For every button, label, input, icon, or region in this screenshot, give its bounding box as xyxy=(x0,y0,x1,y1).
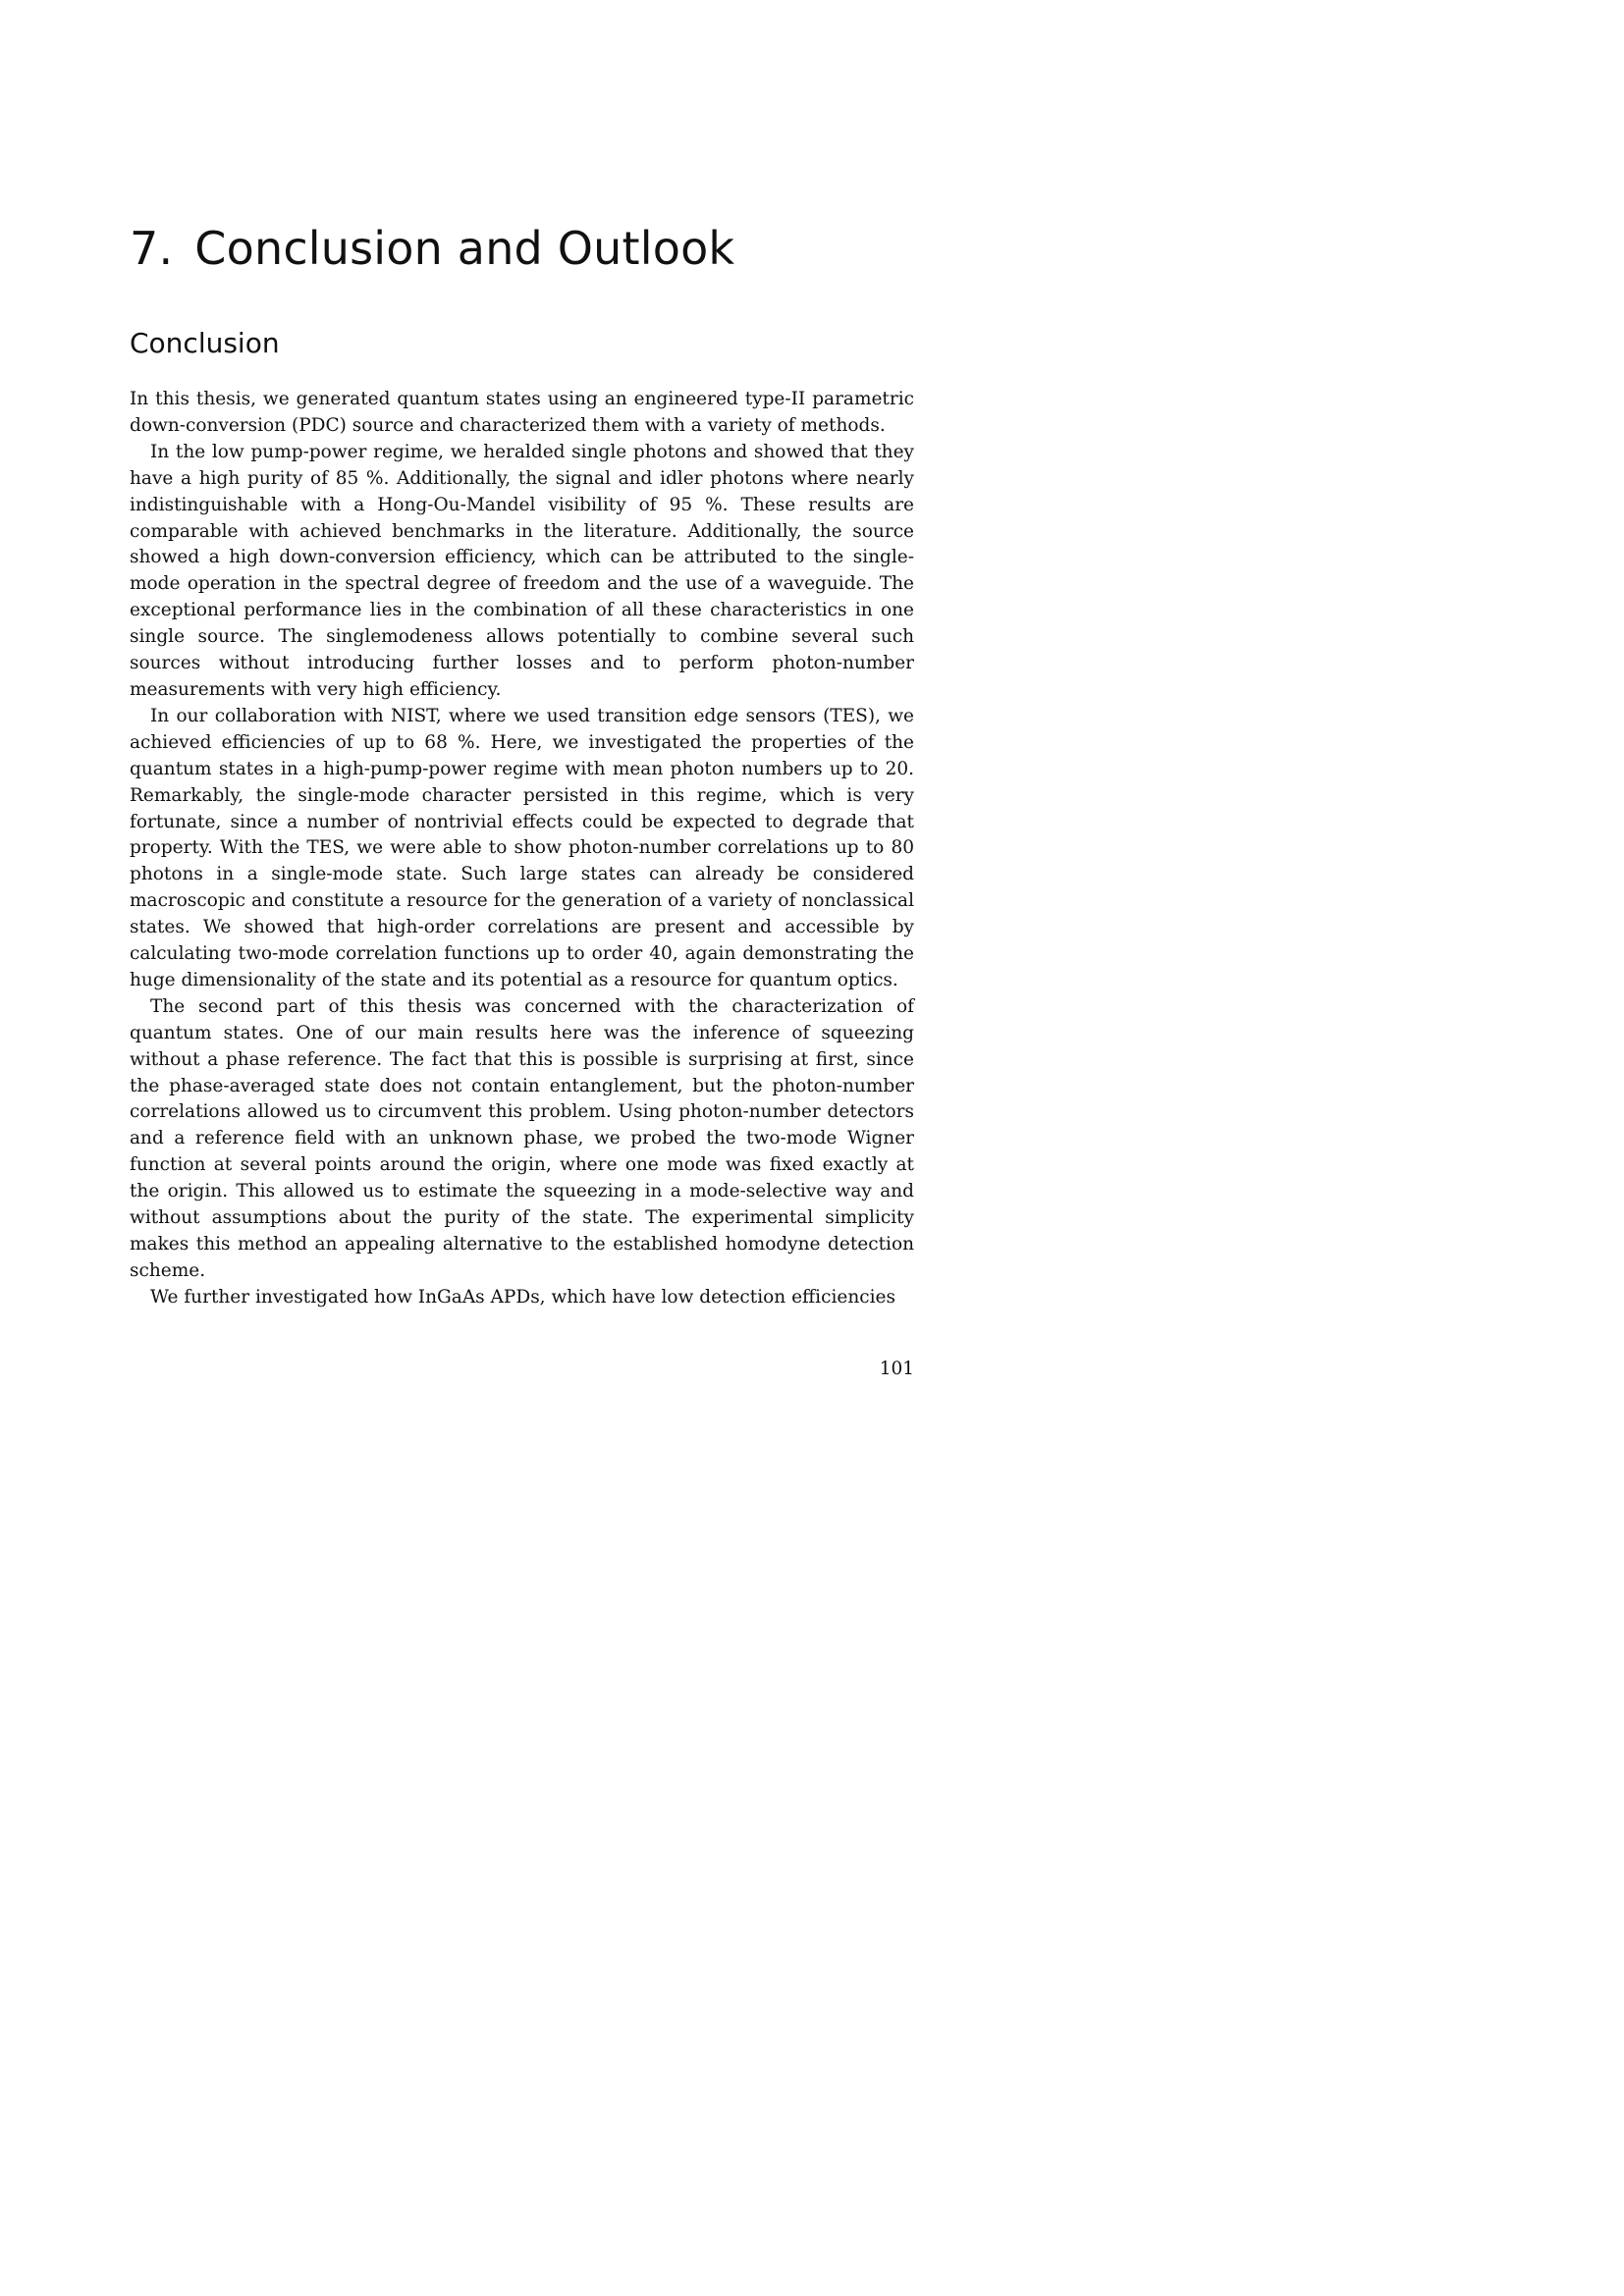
paragraph-3: In our collaboration with NIST, where we used transition edge sensors (TES), we achieved efficiencies of up to 68 %. Here, we investigated the properties of the quantum states in a high-pump-power regime with mean photon numbers up to 20. Remarkably, the single-mode character persisted in this regime, which is very fortunate, since a number of nontrivial effects could be expected to degrade that property. With the TES, we were able to show photon-number correlations up to 80 photons in a single-mode state. Such large states can already be considered macroscopic and constitute a resource for the generation of a variety of nonclassical states. We showed that high-order correlations are present and accessible by calculating two-mode correlation functions up to order 40, again demonstrating the huge dimensionality of the state and its potential as a resource for quantum optics. xyxy=(130,705,914,990)
paragraph-2: In the low pump-power regime, we heralded single photons and showed that they have a high purity of 85 %. Additionally, the signal and idler photons where nearly indistinguishable with a Hong-Ou-Mandel visibility of 95 %. These results are comparable with achieved benchmarks in the literature. Additionally, the source showed a high down-conversion efficiency, which can be attributed to the single-mode operation in the spectral degree of freedom and the use of a waveguide. The exceptional performance lies in the combination of all these characteristics in one single source. The singlemodeness allows potentially to combine several such sources without introducing further losses and to perform photon-number measurements with very high efficiency. xyxy=(130,441,914,700)
page-number: 101 xyxy=(879,1359,914,1379)
chapter-number: 7. xyxy=(130,222,174,275)
paragraph-4: The second part of this thesis was concerned with the characterization of quantum states. One of our main results here was the inference of squeezing without a phase reference. The fact that this is possible is surprising at first, since the phase-averaged state does not contain entanglement, but the photon-number correlations allowed us to circumvent this problem. Using photon-number detectors and a reference field with an unknown phase, we probed the two-mode Wigner function at several points around the origin, where one mode was fixed exactly at the origin. This allowed us to estimate the squeezing in a mode-selective way and without assumptions about the purity of the state. The experimental simplicity makes this method an appealing alternative to the established homodyne detection scheme. xyxy=(130,995,914,1281)
paragraph-5: We further investigated how InGaAs APDs, which have low detection efficiencies xyxy=(150,1286,895,1308)
chapter-title xyxy=(130,224,734,274)
section-heading: Conclusion xyxy=(130,327,280,359)
body-text xyxy=(130,387,914,1311)
chapter-title-text: Conclusion and Outlook xyxy=(194,222,735,275)
paragraph-1: In this thesis, we generated quantum states using an engineered type-II parametric down-conversion (PDC) source and characterized them with a variety of methods. xyxy=(130,389,914,436)
thesis-page xyxy=(0,0,1080,1526)
